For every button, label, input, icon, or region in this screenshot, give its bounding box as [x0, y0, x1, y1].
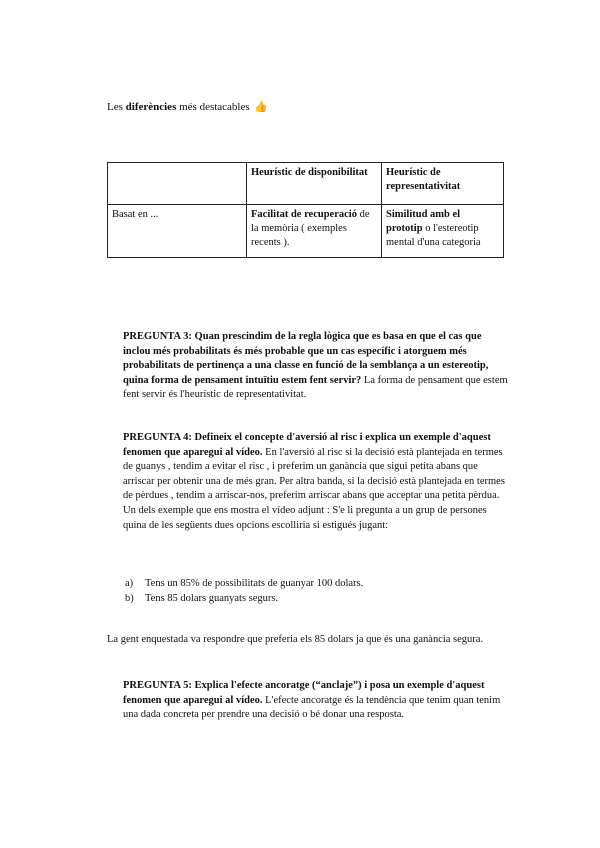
table-header-row: [108, 163, 504, 205]
comparison-table: [107, 162, 504, 258]
question-4: PREGUNTA 4: Defineix el concepte d'aversió al risc i explica un exemple d'aquest fenomen que aparegui al vídeo. En l'aversió al risc si la decisió està plantejada en termes de guanys , tendim a evitar el risc , i preferim un ganància que sigui petita abans que arriscar per obtenir una de més gran. Per altra banda, si la decisió està plantejada en termes de pèrdues , tendim a arriscar-nos, preferim arriscar abans que acceptar una petita pèrdua. Un dels exemple que ens mostra el vídeo adjunt : S'e li pregunta a un grup de persones quina de les següents dues opcions escolliria si estigués jugant:: [123, 432, 505, 531]
list-item: b) Tens 85 dolars guanyats segurs.: [125, 593, 279, 604]
question-5: PREGUNTA 5: Explica l'efecte ancoratge (“anclaje”) i posa un exemple d'aquest fenomen que aparegui al vídeo. L'efecte ancoratge és la tendència que tenim quan tenim una dada concreta per prendre una decisió o bé donar una resposta.: [123, 680, 501, 721]
table-header-cell: Heurístic de disponibilitat: [247, 163, 382, 205]
table-row-label: Basat en ...: [108, 205, 247, 258]
list-item: a) Tens un 85% de possibilitats de guanyar 100 dolars.: [125, 578, 364, 589]
thumbs-up-icon: 👍: [254, 101, 269, 113]
table-header-cell: Heurístic de representativitat: [382, 163, 504, 205]
options-list: [125, 576, 363, 606]
table-row: [108, 205, 504, 258]
table-cell: Similitud amb el prototip o l'estereotip mental d'una categoria: [382, 205, 504, 258]
table-cell: Facilitat de recuperació de la memòria ( exemples recents ).: [247, 205, 382, 258]
intro-line: Les diferències més destacables 👍: [107, 101, 269, 113]
question-3: PREGUNTA 3: Quan prescindim de la regla lògica que es basa en que el cas que inclou més probabilitats és més probable que un cas específic i atorguem més probabilitats de pertinença a una classe en funció de la semblança a un estereotip, quina forma de pensament intuïtiu estem fent servir? La forma de pensament que estem fent servir és l'heurístic de representativitat.: [123, 331, 508, 401]
table-header-cell: [108, 163, 247, 205]
answer-paragraph: La gent enquestada va respondre que preferia els 85 dolars ja que és una ganància segura.: [107, 634, 484, 645]
